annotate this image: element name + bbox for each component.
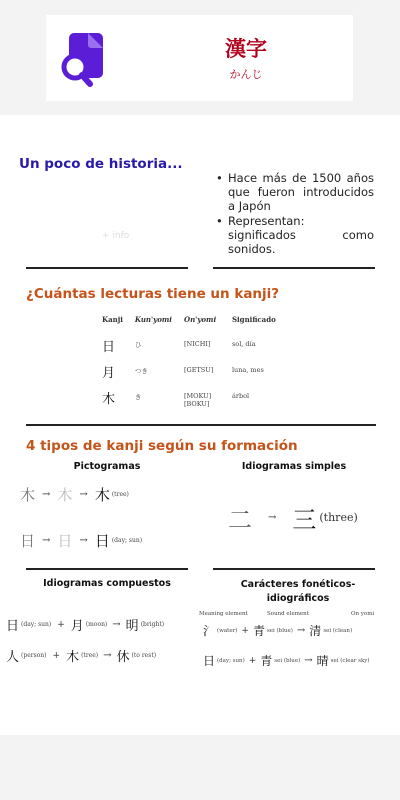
arrow-icon: → [42, 489, 51, 500]
column-header: Kanji [102, 315, 123, 324]
simple-ideogram-row [228, 500, 358, 535]
arrow-icon: → [112, 619, 121, 630]
section-title-lecturas: ¿Cuántas lecturas tiene un kanji? [26, 286, 280, 302]
pictogram-stage: 木 [94, 486, 110, 504]
cell-meaning: sol, día [231, 340, 256, 348]
ideogram-to: 三 [292, 506, 317, 534]
pictogram-row [20, 530, 142, 551]
column-header: On yomi [351, 611, 375, 617]
phonetic-row [203, 652, 370, 669]
cell-onyomi: [MOKU] [BOKU] [183, 392, 212, 408]
pictogram-stage: 木 [20, 486, 36, 504]
readings-table [96, 315, 282, 414]
cell-onyomi: [GETSU] [183, 366, 214, 374]
divider [26, 424, 376, 426]
phonetic-gloss: (day; sun) [217, 657, 245, 664]
list-item: • Representan: significados como sonidos. [214, 214, 374, 256]
arrow-icon: → [268, 512, 277, 523]
cell-kanji: 木 [102, 392, 116, 407]
table-row [96, 388, 282, 414]
subtitle-foneticos: Carácteres fonéticos-idiográficos [240, 579, 356, 604]
plus-icon: + [57, 619, 65, 630]
phonetic-sound: 青 [260, 654, 273, 668]
compound-part: 月 [70, 619, 84, 634]
compound-result: 休 [116, 650, 130, 665]
section-title-tipos: 4 tipos de kanji según su formación [26, 438, 298, 454]
compound-gloss: (moon) [85, 621, 108, 628]
ideogram-gloss: (three) [319, 511, 358, 524]
document-search-icon [60, 29, 110, 87]
cell-onyomi: [NICHI] [183, 340, 211, 348]
pictogram-gloss: (day; sun) [111, 537, 143, 544]
page-title: 漢字 [225, 37, 267, 61]
column-header: Kun'yomi [134, 315, 172, 324]
page-subtitle: かんじ [229, 68, 263, 81]
arrow-icon: → [42, 535, 51, 546]
table-row [96, 336, 282, 362]
list-item: • Hace más de 1500 años que fueron introducidos a Japón [214, 171, 374, 213]
compound-part: 日 [6, 619, 20, 634]
plus-icon: + [52, 650, 61, 661]
plus-icon: + [248, 655, 257, 666]
phonetic-result: 清 [309, 624, 322, 638]
cell-kunyomi: き [134, 393, 142, 401]
compound-row [6, 646, 156, 665]
compound-part: 木 [66, 650, 80, 665]
image-caption: + info [102, 231, 130, 241]
pictogram-gloss: (tree) [111, 491, 129, 498]
pictogram-stage: 日 [57, 532, 73, 550]
phonetic-gloss: sei (blue) [266, 627, 293, 634]
pictogram-row [20, 484, 129, 505]
arrow-icon: → [103, 650, 112, 661]
arrow-icon: → [79, 535, 88, 546]
cell-kunyomi: つき [134, 367, 148, 375]
arrow-icon: → [304, 655, 313, 666]
phonetic-meaning: 氵 [203, 624, 216, 638]
plus-icon: + [241, 625, 249, 636]
pictogram-stage: 木 [57, 486, 73, 504]
section-title-historia: Un poco de historia... [19, 156, 183, 172]
compound-gloss: (bright) [140, 621, 165, 628]
compound-gloss: (tree) [81, 652, 99, 659]
phonetic-result: 晴 [316, 654, 329, 668]
table-row [96, 362, 282, 388]
subtitle-pictogramas: Pictogramas [73, 461, 141, 472]
table-header-row [96, 315, 282, 336]
footer-band [0, 735, 400, 800]
phonetic-gloss: sei (clear sky) [330, 657, 370, 664]
cell-kunyomi: ひ [134, 341, 142, 349]
cell-kanji: 月 [102, 366, 116, 381]
ideogram-from: 二 [228, 506, 252, 534]
phonetic-gloss: (water) [217, 627, 238, 634]
cell-kanji: 日 [102, 340, 116, 355]
column-header: Significado [231, 315, 276, 324]
column-header: Meaning element [199, 611, 248, 617]
compound-gloss: (to rest) [131, 652, 157, 659]
compound-row [6, 615, 164, 634]
compound-result: 明 [125, 619, 139, 634]
header-card [46, 15, 353, 101]
column-header: Sound element [267, 611, 309, 617]
arrow-icon: → [296, 625, 306, 636]
pictogram-stage: 日 [20, 532, 36, 550]
divider [213, 267, 375, 269]
subtitle-idiogramas-compuestos: Idiogramas compuestos [43, 578, 171, 589]
arrow-icon: → [79, 489, 88, 500]
pictogram-stage: 日 [94, 532, 110, 550]
phonetic-meaning: 日 [203, 654, 216, 668]
divider [26, 568, 188, 570]
cell-meaning: árbol [231, 392, 250, 400]
subtitle-idiogramas-simples: Idiogramas simples [241, 461, 347, 472]
divider [213, 568, 375, 570]
compound-gloss: (person) [21, 652, 47, 659]
history-bullets [214, 171, 374, 257]
phonetic-row [203, 622, 352, 639]
history-image [26, 170, 188, 266]
compound-gloss: (day; sun) [21, 621, 52, 628]
phonetic-gloss: sei (clean) [323, 627, 353, 634]
phonetic-gloss: sei (blue) [274, 657, 301, 664]
column-header: On'yomi [183, 315, 217, 324]
divider [26, 267, 188, 269]
phonetic-sound: 青 [252, 624, 265, 638]
cell-meaning: luna, mes [231, 366, 264, 374]
compound-part: 人 [6, 650, 20, 665]
